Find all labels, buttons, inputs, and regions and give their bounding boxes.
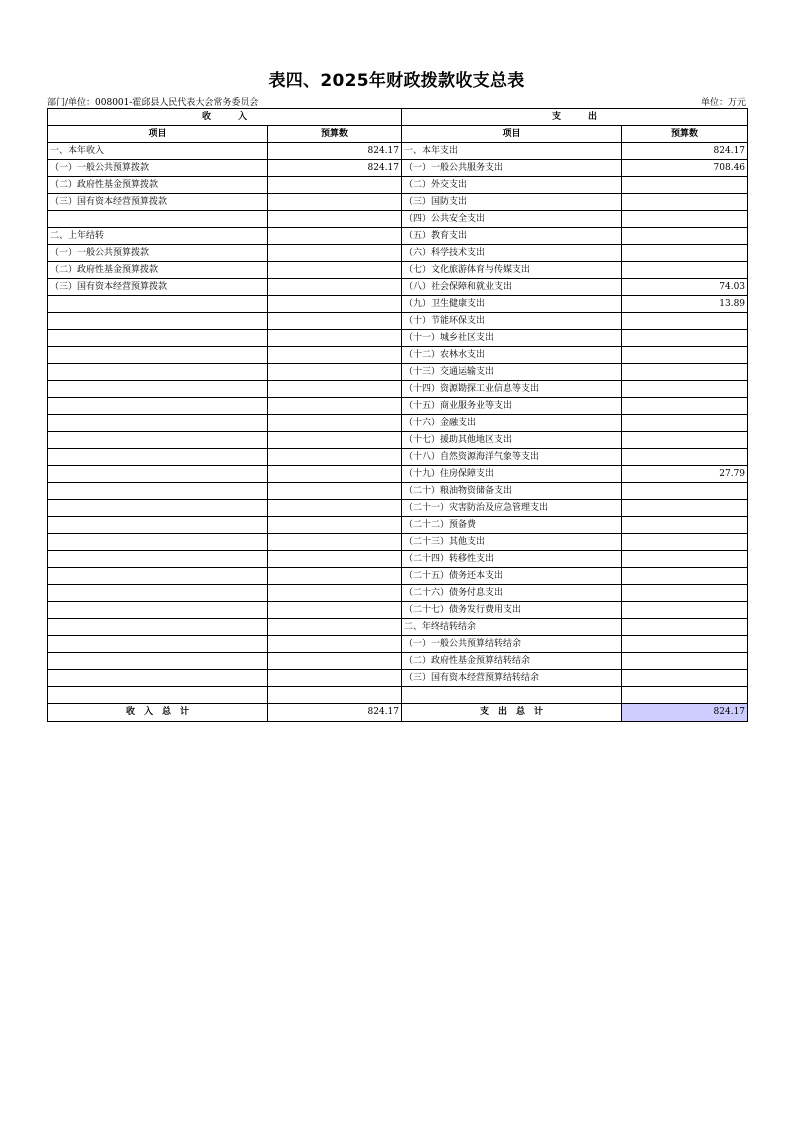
expense-item-cell: （二十一）灾害防治及应急管理支出: [402, 500, 622, 517]
income-item-cell: [48, 432, 268, 449]
unit-label: 单位：万元: [700, 98, 746, 108]
expense-value-cell: [622, 347, 748, 364]
expense-header: 支 出: [402, 109, 748, 126]
expense-value-cell: [622, 381, 748, 398]
table-meta: [47, 95, 746, 108]
expense-value-cell: [622, 619, 748, 636]
income-value-cell: [268, 517, 402, 534]
income-header: 收 入: [48, 109, 402, 126]
expense-item-cell: （四）公共安全支出: [402, 211, 622, 228]
expense-value-cell: [622, 364, 748, 381]
expense-item-cell: （二十三）其他支出: [402, 534, 622, 551]
income-value-cell: [268, 449, 402, 466]
table-row: [48, 228, 748, 245]
expense-item-cell: （十二）农林水支出: [402, 347, 622, 364]
table-row: [48, 262, 748, 279]
expense-value-cell: [622, 211, 748, 228]
income-item-cell: 一、本年收入: [48, 143, 268, 160]
expense-value-cell: [622, 432, 748, 449]
income-item-cell: [48, 211, 268, 228]
income-item-cell: （三）国有资本经营预算拨款: [48, 194, 268, 211]
table-row: [48, 296, 748, 313]
expense-item-cell: （二十四）转移性支出: [402, 551, 622, 568]
income-item-cell: [48, 585, 268, 602]
expense-item-cell: （二十二）预备费: [402, 517, 622, 534]
income-item-cell: [48, 568, 268, 585]
expense-value-cell: [622, 262, 748, 279]
income-value-cell: [268, 347, 402, 364]
expense-item-cell: 一、本年支出: [402, 143, 622, 160]
expense-item-cell: （三）国防支出: [402, 194, 622, 211]
income-value-cell: [268, 568, 402, 585]
income-value-cell: [268, 500, 402, 517]
income-value-cell: [268, 381, 402, 398]
expense-item-cell: [402, 687, 622, 704]
table-row: [48, 279, 748, 296]
section-header-row: [48, 109, 748, 126]
table-row: [48, 245, 748, 262]
table-row: [48, 483, 748, 500]
table-row: [48, 517, 748, 534]
expense-budget-header: 预算数: [622, 126, 748, 143]
expense-item-cell: （二十五）债务还本支出: [402, 568, 622, 585]
expense-value-cell: [622, 313, 748, 330]
income-value-cell: [268, 619, 402, 636]
table-row: [48, 313, 748, 330]
budget-table-body: [48, 109, 748, 722]
income-value-cell: [268, 466, 402, 483]
expense-value-cell: [622, 228, 748, 245]
expense-item-cell: （十五）商业服务业等支出: [402, 398, 622, 415]
expense-value-cell: [622, 245, 748, 262]
expense-item-cell: 二、年终结转结余: [402, 619, 622, 636]
table-row: [48, 653, 748, 670]
table-row: [48, 398, 748, 415]
expense-value-cell: 27.79: [622, 466, 748, 483]
expense-item-cell: （六）科学技术支出: [402, 245, 622, 262]
table-row: [48, 636, 748, 653]
income-value-cell: [268, 279, 402, 296]
income-value-cell: [268, 670, 402, 687]
table-row: [48, 381, 748, 398]
income-item-cell: [48, 687, 268, 704]
income-item-cell: [48, 534, 268, 551]
income-item-cell: 二、上年结转: [48, 228, 268, 245]
income-item-cell: [48, 653, 268, 670]
table-row: [48, 160, 748, 177]
income-item-cell: [48, 483, 268, 500]
table-row: [48, 432, 748, 449]
table-row: [48, 211, 748, 228]
expense-value-cell: [622, 517, 748, 534]
expense-item-cell: （十七）援助其他地区支出: [402, 432, 622, 449]
table-row: [48, 551, 748, 568]
expense-value-cell: [622, 585, 748, 602]
table-row: [48, 568, 748, 585]
expense-item-cell: （二十七）债务发行费用支出: [402, 602, 622, 619]
budget-table: [47, 108, 748, 722]
income-value-cell: [268, 398, 402, 415]
income-value-cell: [268, 211, 402, 228]
expense-value-cell: 708.46: [622, 160, 748, 177]
income-budget-header: 预算数: [268, 126, 402, 143]
income-total-label: 收 入 总 计: [48, 704, 268, 722]
income-value-cell: [268, 194, 402, 211]
table-row: [48, 347, 748, 364]
income-value-cell: [268, 602, 402, 619]
expense-value-cell: [622, 602, 748, 619]
income-value-cell: [268, 228, 402, 245]
income-value-cell: [268, 551, 402, 568]
expense-value-cell: [622, 483, 748, 500]
table-row: [48, 415, 748, 432]
table-row: [48, 670, 748, 687]
income-value-cell: [268, 534, 402, 551]
expense-item-cell: （十九）住房保障支出: [402, 466, 622, 483]
expense-value-cell: [622, 398, 748, 415]
expense-value-cell: [622, 330, 748, 347]
income-value-cell: [268, 262, 402, 279]
income-item-cell: [48, 381, 268, 398]
income-value-cell: [268, 415, 402, 432]
expense-value-cell: [622, 653, 748, 670]
expense-value-cell: [622, 568, 748, 585]
expense-item-cell: （五）教育支出: [402, 228, 622, 245]
table-row: [48, 602, 748, 619]
income-item-cell: [48, 517, 268, 534]
expense-item-cell: （九）卫生健康支出: [402, 296, 622, 313]
department-label: 部门/单位：008001-霍邱县人民代表大会常务委员会: [47, 98, 259, 108]
income-item-cell: [48, 347, 268, 364]
income-value-cell: 824.17: [268, 160, 402, 177]
expense-value-cell: 74.03: [622, 279, 748, 296]
income-item-cell: [48, 330, 268, 347]
income-item-cell: [48, 364, 268, 381]
income-value-cell: [268, 432, 402, 449]
column-header-row: [48, 126, 748, 143]
table-row: [48, 194, 748, 211]
income-item-cell: [48, 296, 268, 313]
income-value-cell: [268, 296, 402, 313]
expense-value-cell: 824.17: [622, 143, 748, 160]
totals-row: [48, 704, 748, 722]
expense-item-cell: （十）节能环保支出: [402, 313, 622, 330]
income-item-cell: [48, 500, 268, 517]
expense-value-cell: [622, 415, 748, 432]
table-row: [48, 534, 748, 551]
expense-value-cell: [622, 687, 748, 704]
income-item-cell: （三）国有资本经营预算拨款: [48, 279, 268, 296]
expense-item-header: 项目: [402, 126, 622, 143]
table-row: [48, 619, 748, 636]
expense-item-cell: （十六）金融支出: [402, 415, 622, 432]
expense-item-cell: （十三）交通运输支出: [402, 364, 622, 381]
income-item-cell: [48, 449, 268, 466]
expense-item-cell: （二十）粮油物资储备支出: [402, 483, 622, 500]
income-item-cell: [48, 313, 268, 330]
income-value-cell: [268, 330, 402, 347]
income-item-cell: （一）一般公共预算拨款: [48, 245, 268, 262]
income-value-cell: [268, 636, 402, 653]
expense-item-cell: （八）社会保障和就业支出: [402, 279, 622, 296]
table-row: [48, 466, 748, 483]
table-row: [48, 177, 748, 194]
income-value-cell: [268, 483, 402, 500]
table-row: [48, 330, 748, 347]
income-value-cell: [268, 245, 402, 262]
income-total-value: 824.17: [268, 704, 402, 722]
table-row: [48, 687, 748, 704]
income-item-cell: [48, 466, 268, 483]
table-row: [48, 449, 748, 466]
expense-item-cell: （二十六）债务付息支出: [402, 585, 622, 602]
expense-item-cell: （十一）城乡社区支出: [402, 330, 622, 347]
income-value-cell: [268, 585, 402, 602]
expense-value-cell: [622, 670, 748, 687]
expense-item-cell: （一）一般公共预算结转结余: [402, 636, 622, 653]
expense-item-cell: （二）外交支出: [402, 177, 622, 194]
expense-value-cell: [622, 636, 748, 653]
income-item-header: 项目: [48, 126, 268, 143]
expense-item-cell: （一）一般公共服务支出: [402, 160, 622, 177]
expense-value-cell: [622, 500, 748, 517]
table-row: [48, 143, 748, 160]
income-value-cell: 824.17: [268, 143, 402, 160]
expense-value-cell: [622, 177, 748, 194]
expense-value-cell: [622, 551, 748, 568]
income-item-cell: [48, 670, 268, 687]
expense-item-cell: （二）政府性基金预算结转结余: [402, 653, 622, 670]
income-value-cell: [268, 653, 402, 670]
expense-value-cell: [622, 534, 748, 551]
table-row: [48, 500, 748, 517]
income-item-cell: [48, 415, 268, 432]
income-item-cell: [48, 602, 268, 619]
expense-total-value: 824.17: [622, 704, 748, 722]
income-item-cell: （二）政府性基金预算拨款: [48, 262, 268, 279]
income-value-cell: [268, 687, 402, 704]
income-value-cell: [268, 177, 402, 194]
table-row: [48, 585, 748, 602]
income-item-cell: （一）一般公共预算拨款: [48, 160, 268, 177]
expense-item-cell: （十四）资源勘探工业信息等支出: [402, 381, 622, 398]
expense-total-label: 支 出 总 计: [402, 704, 622, 722]
income-item-cell: [48, 636, 268, 653]
table-row: [48, 364, 748, 381]
expense-value-cell: [622, 449, 748, 466]
income-item-cell: [48, 398, 268, 415]
income-item-cell: [48, 551, 268, 568]
expense-value-cell: 13.89: [622, 296, 748, 313]
income-value-cell: [268, 364, 402, 381]
expense-item-cell: （七）文化旅游体育与传媒支出: [402, 262, 622, 279]
income-item-cell: [48, 619, 268, 636]
income-item-cell: （二）政府性基金预算拨款: [48, 177, 268, 194]
page-title: 表四、2025年财政拨款收支总表: [268, 71, 525, 91]
expense-item-cell: （十八）自然资源海洋气象等支出: [402, 449, 622, 466]
expense-item-cell: （三）国有资本经营预算结转结余: [402, 670, 622, 687]
expense-value-cell: [622, 194, 748, 211]
income-value-cell: [268, 313, 402, 330]
